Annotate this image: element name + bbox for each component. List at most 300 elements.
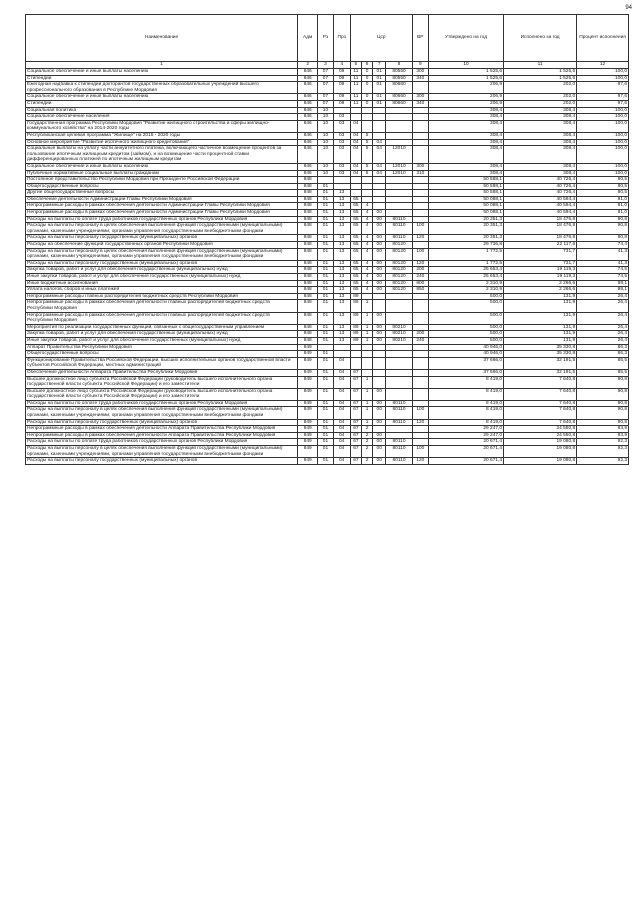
row-cell: 19 080,8 — [504, 446, 577, 458]
row-cell: 89 — [350, 324, 361, 331]
row-cell: 04 — [333, 407, 350, 419]
row-cell — [373, 351, 386, 358]
row-name: Обеспечение деятельности Аппарата Правительства Республики Мордовия — [26, 369, 298, 376]
row-name: Расходы на выплаты персоналу государственных (муниципальных) органов — [26, 260, 298, 267]
header-prz: Прз — [333, 15, 350, 62]
row-cell: 80120 — [386, 274, 412, 281]
row-cell: 848 — [298, 203, 318, 210]
row-cell: 74,5 — [577, 274, 629, 281]
row-cell: 50 088,1 — [428, 210, 503, 217]
row-cell: 80120 — [386, 280, 412, 287]
row-name: Расходы на выплаты персоналу в целях обеспечения выполнения функций государственными (муниципальными) органами, казенными учреждениями, органами управления государственными внебюджетными фондами — [26, 223, 298, 235]
row-cell: 32 191,5 — [504, 369, 577, 376]
row-cell: 67 — [350, 419, 361, 426]
row-cell: 200 — [412, 331, 428, 338]
row-cell: 01 — [318, 287, 333, 294]
row-cell: 11 — [350, 75, 361, 82]
row-cell — [333, 177, 350, 184]
row-cell: 65 — [350, 267, 361, 274]
row-cell: 81,0 — [577, 210, 629, 217]
row-cell: 65 — [350, 203, 361, 210]
row-cell: 18 476,8 — [504, 223, 577, 235]
row-cell: 4 — [361, 203, 372, 210]
row-name: Мероприятия по реализации государственных функций, связанных с общегосударственным управлением — [26, 324, 298, 331]
row-cell: 01 — [318, 223, 333, 235]
row-cell: 80120 — [386, 260, 412, 267]
row-cell: 1 — [361, 324, 372, 331]
row-cell: 67 — [350, 400, 361, 407]
row-cell: 03 — [333, 120, 350, 132]
row-name: Республиканская целевая программа "Жилище" на 2015 - 2020 годы — [26, 132, 298, 139]
row-cell: 131,9 — [504, 331, 577, 338]
row-cell: 846 — [298, 100, 318, 107]
row-cell: 2 266,6 — [504, 280, 577, 287]
table-row — [26, 407, 629, 419]
row-cell: 8 419,0 — [428, 376, 503, 388]
row-cell — [412, 312, 428, 324]
row-cell: 2 — [361, 439, 372, 446]
row-cell: 19 119,3 — [504, 274, 577, 281]
row-cell: 01 — [318, 419, 333, 426]
row-cell: 340 — [412, 100, 428, 107]
row-cell: 308,4 — [428, 163, 503, 170]
row-cell: 131,9 — [504, 312, 577, 324]
row-cell: 848 — [298, 248, 318, 260]
row-cell: 100,0 — [577, 69, 629, 76]
row-cell: 01 — [318, 407, 333, 419]
row-cell: 37 666,0 — [428, 357, 503, 369]
row-cell — [412, 190, 428, 197]
row-cell: 20 351,3 — [428, 223, 503, 235]
row-cell — [412, 439, 428, 446]
row-cell: 00 — [373, 260, 386, 267]
row-cell: 85,5 — [577, 357, 629, 369]
row-cell: 340 — [412, 75, 428, 82]
row-cell — [386, 388, 412, 400]
row-cell: 1 — [361, 419, 372, 426]
row-cell: 500,0 — [428, 300, 503, 312]
row-cell: 09 — [333, 100, 350, 107]
table-row — [26, 351, 629, 358]
row-cell: 1 — [361, 312, 372, 324]
row-cell: 849 — [298, 439, 318, 446]
row-cell — [361, 293, 372, 300]
row-cell: 308,4 — [428, 114, 503, 121]
row-cell: 00 — [373, 388, 386, 400]
row-cell: 848 — [298, 312, 318, 324]
row-cell: 03 — [333, 163, 350, 170]
row-cell — [412, 132, 428, 139]
column-number: 11 — [504, 62, 577, 69]
table-row — [26, 432, 629, 439]
row-cell — [386, 114, 412, 121]
header-approved: Утверждено на год — [428, 15, 503, 62]
row-cell: 00 — [373, 210, 386, 217]
row-cell: 849 — [298, 432, 318, 439]
row-cell — [412, 300, 428, 312]
row-cell: 800 — [412, 280, 428, 287]
row-cell: 849 — [298, 400, 318, 407]
row-cell: 131,9 — [504, 337, 577, 344]
row-cell — [350, 107, 361, 114]
row-cell: 20 671,4 — [428, 439, 503, 446]
table-row — [26, 210, 629, 217]
row-cell: 848 — [298, 324, 318, 331]
table-row — [26, 300, 629, 312]
row-cell: 500,0 — [428, 337, 503, 344]
row-cell: 848 — [298, 260, 318, 267]
column-number: 8 — [386, 62, 412, 69]
row-cell: 50 588,1 — [428, 190, 503, 197]
row-cell: 1 772,5 — [428, 248, 503, 260]
row-cell: 846 — [298, 82, 318, 94]
row-cell: 37 666,0 — [428, 369, 503, 376]
row-cell — [373, 376, 386, 388]
row-cell: 04 — [333, 426, 350, 433]
row-cell: 26,4 — [577, 293, 629, 300]
row-cell: 80110 — [386, 446, 412, 458]
column-number: 6 — [361, 62, 372, 69]
row-cell: 01 — [318, 203, 333, 210]
row-cell: 206,9 — [428, 82, 503, 94]
row-cell: 67 — [350, 458, 361, 465]
row-cell: 80550 — [386, 75, 412, 82]
row-cell: 01 — [318, 388, 333, 400]
row-cell: 100,0 — [577, 114, 629, 121]
row-name: Иные закупки товаров, работ и услуг для обеспечения государственных (муниципальных) нужд — [26, 274, 298, 281]
row-cell: 07 — [318, 100, 333, 107]
row-cell: 04 — [333, 419, 350, 426]
row-cell: 13 — [333, 260, 350, 267]
row-cell — [361, 196, 372, 203]
column-number: 10 — [428, 62, 503, 69]
row-name: Социальные выплаты на уплату части аннуитетного платежа, включающего частичное возмещение процентов за пользование ипотечным жилищным кредитом (займом), и на возмещение части процентной ставки дифференцированных платежей по ипотечным жилищным кредитам — [26, 146, 298, 164]
row-cell: 13 — [333, 216, 350, 223]
row-cell: 01 — [373, 69, 386, 76]
row-cell: 00 — [373, 267, 386, 274]
row-cell: 80210 — [386, 331, 412, 338]
row-cell: 4 — [361, 242, 372, 249]
row-cell: 01 — [318, 439, 333, 446]
row-cell: 4 — [361, 280, 372, 287]
table-row — [26, 120, 629, 132]
row-cell — [412, 82, 428, 94]
row-cell: 8 419,0 — [428, 407, 503, 419]
row-cell: 20 351,3 — [428, 235, 503, 242]
row-cell: 846 — [298, 139, 318, 146]
row-cell — [412, 107, 428, 114]
column-number: 12 — [577, 62, 629, 69]
row-cell: 846 — [298, 146, 318, 164]
row-cell: 03 — [333, 170, 350, 177]
row-cell: 04 — [333, 458, 350, 465]
row-cell: 65 — [350, 210, 361, 217]
row-cell: 01 — [318, 280, 333, 287]
row-cell — [386, 120, 412, 132]
row-cell: 67 — [350, 369, 361, 376]
row-cell: 4 — [361, 223, 372, 235]
table-row — [26, 388, 629, 400]
row-cell: 90,8 — [577, 388, 629, 400]
row-cell: 24 550,8 — [504, 426, 577, 433]
table-row — [26, 170, 629, 177]
header-rz: Рз — [318, 15, 333, 62]
row-cell: 03 — [333, 139, 350, 146]
row-name: Основное мероприятие "Развитие ипотечного жилищного кредитования" — [26, 139, 298, 146]
row-cell: 97,6 — [577, 100, 629, 107]
row-cell: 24 550,8 — [504, 432, 577, 439]
row-cell — [333, 107, 350, 114]
row-cell: 35 330,8 — [504, 351, 577, 358]
row-cell: 00 — [373, 324, 386, 331]
table-row — [26, 357, 629, 369]
row-cell: 846 — [298, 120, 318, 132]
budget-table — [25, 14, 629, 465]
table-row — [26, 287, 629, 294]
row-cell: 25 653,4 — [428, 274, 503, 281]
row-cell: 5 — [361, 163, 372, 170]
row-cell: 29 247,0 — [428, 432, 503, 439]
row-cell: 01 — [318, 312, 333, 324]
row-cell — [350, 114, 361, 121]
row-cell — [386, 376, 412, 388]
row-name: Аппарат Правительства Республики Мордовия — [26, 344, 298, 351]
row-cell: 00 — [373, 274, 386, 281]
row-cell: 2 310,9 — [428, 287, 503, 294]
row-cell: 12010 — [386, 146, 412, 164]
row-cell: 10 — [318, 146, 333, 164]
row-name: Расходы на выплаты по оплате труда работников государственных органов Республики Мордовия — [26, 216, 298, 223]
row-name: Постоянное представительство Республики Мордовия при Президенте Российской Федерации — [26, 177, 298, 184]
row-cell: 5 — [361, 139, 372, 146]
row-cell: 848 — [298, 196, 318, 203]
row-cell: 00 — [373, 400, 386, 407]
row-name: Ежегодная надбавка к стипендии докторантов государственных образовательных учреждений высшего профессионального образования в Республике Мордовия — [26, 82, 298, 94]
row-cell: 00 — [373, 235, 386, 242]
row-cell: 308,4 — [428, 107, 503, 114]
table-row — [26, 82, 629, 94]
row-name: Государственная программа Республики Мордовия "Развитие жилищного строительства и сферы жилищно-коммунального хозяйства" на 2014-2020 годы — [26, 120, 298, 132]
row-name: Социальное обеспечение и иные выплаты населению — [26, 94, 298, 101]
row-cell: 1 525,6 — [428, 75, 503, 82]
row-cell: 65 — [350, 287, 361, 294]
row-cell: 308,4 — [504, 139, 577, 146]
row-cell: 80120 — [386, 287, 412, 294]
row-cell: 50 588,1 — [428, 183, 503, 190]
row-cell: 849 — [298, 419, 318, 426]
row-cell — [350, 351, 361, 358]
row-cell: 01 — [373, 100, 386, 107]
header-name: Наименование — [26, 15, 298, 62]
row-cell: 00 — [373, 287, 386, 294]
table-row — [26, 439, 629, 446]
table-row — [26, 69, 629, 76]
row-cell: 01 — [318, 337, 333, 344]
row-cell: 308,4 — [428, 139, 503, 146]
row-cell: 120 — [412, 458, 428, 465]
row-name: Расходы на выплаты персоналу в целях обеспечения выполнения функций государственными (муниципальными) органами, казенными учреждениями, органами управления государственными внебюджетными фондами — [26, 407, 298, 419]
row-cell: 26,4 — [577, 324, 629, 331]
table-row — [26, 426, 629, 433]
row-cell: 200 — [412, 267, 428, 274]
row-cell: 5 — [361, 146, 372, 164]
row-cell: 26,4 — [577, 331, 629, 338]
row-cell: 846 — [298, 114, 318, 121]
row-cell: 202,0 — [504, 100, 577, 107]
row-cell: 80210 — [386, 337, 412, 344]
row-cell — [386, 344, 412, 351]
row-cell: 8 419,0 — [428, 400, 503, 407]
row-name: Социальная политика — [26, 107, 298, 114]
row-cell — [412, 324, 428, 331]
row-cell: 848 — [298, 216, 318, 223]
row-cell: 13 — [333, 274, 350, 281]
row-cell: 04 — [350, 120, 361, 132]
table-row — [26, 260, 629, 267]
row-cell: 2 310,9 — [428, 280, 503, 287]
table-row — [26, 114, 629, 121]
row-name: Непрограммные расходы в рамках обеспечения деятельности главных распорядителей бюджетных средств Республики Мордовия — [26, 300, 298, 312]
row-cell: 01 — [318, 324, 333, 331]
row-cell: 1 — [361, 337, 372, 344]
column-number: 5 — [350, 62, 361, 69]
row-cell: 7 640,8 — [504, 407, 577, 419]
row-cell: 65 — [350, 242, 361, 249]
row-cell: 90,8 — [577, 235, 629, 242]
row-cell: 100 — [412, 407, 428, 419]
row-cell — [412, 183, 428, 190]
row-cell: 01 — [318, 190, 333, 197]
row-name: Общегосударственные вопросы — [26, 351, 298, 358]
row-cell: 00 — [373, 216, 386, 223]
row-cell: 01 — [318, 267, 333, 274]
row-cell: 80550 — [386, 69, 412, 76]
row-cell: 10 — [318, 132, 333, 139]
table-row — [26, 223, 629, 235]
row-cell: 7 640,8 — [504, 400, 577, 407]
row-cell: 50 088,1 — [428, 196, 503, 203]
row-cell — [386, 300, 412, 312]
row-cell: 100,0 — [577, 120, 629, 132]
row-name: Социальное обеспечение и иные выплаты населению — [26, 163, 298, 170]
row-cell — [412, 120, 428, 132]
row-cell: 500,0 — [428, 331, 503, 338]
row-name: Другие общегосударственные вопросы — [26, 190, 298, 197]
row-cell: 13 — [333, 223, 350, 235]
row-name: Непрограммные расходы в рамках обеспечения деятельности Аппарата Правительства Республики Мордовия — [26, 426, 298, 433]
row-cell — [386, 369, 412, 376]
row-cell — [373, 357, 386, 369]
row-cell: 01 — [318, 331, 333, 338]
row-cell: 90,8 — [577, 400, 629, 407]
row-cell: 22 117,6 — [504, 242, 577, 249]
row-cell — [412, 293, 428, 300]
row-cell: 731,7 — [504, 260, 577, 267]
row-cell: 01 — [318, 293, 333, 300]
row-cell: 846 — [298, 75, 318, 82]
row-cell: 849 — [298, 376, 318, 388]
row-cell: 80110 — [386, 235, 412, 242]
row-cell: 11 — [350, 100, 361, 107]
row-cell — [386, 139, 412, 146]
row-cell: 300 — [412, 163, 428, 170]
row-cell: 07 — [318, 69, 333, 76]
row-cell — [386, 177, 412, 184]
row-cell: 80110 — [386, 407, 412, 419]
row-cell — [373, 426, 386, 433]
row-cell: 90,8 — [577, 407, 629, 419]
row-name: Закупка товаров, работ и услуг для обеспечения государственных (муниципальных) нужд — [26, 331, 298, 338]
row-cell — [373, 196, 386, 203]
row-cell — [386, 107, 412, 114]
row-cell: 29 247,0 — [428, 426, 503, 433]
row-cell: 848 — [298, 183, 318, 190]
row-cell: 0 — [361, 69, 372, 76]
row-cell: 03 — [333, 132, 350, 139]
table-row — [26, 324, 629, 331]
row-cell: 849 — [298, 351, 318, 358]
row-cell: 848 — [298, 235, 318, 242]
row-cell: 80120 — [386, 242, 412, 249]
row-cell: 100 — [412, 248, 428, 260]
row-cell: 846 — [298, 132, 318, 139]
row-cell: 12010 — [386, 170, 412, 177]
row-cell: 01 — [318, 369, 333, 376]
row-cell: 500,0 — [428, 312, 503, 324]
row-cell: 03 — [333, 114, 350, 121]
row-cell: 0 — [361, 75, 372, 82]
page-number: 94 — [625, 5, 632, 11]
row-cell: 01 — [318, 458, 333, 465]
row-cell: 100,0 — [577, 146, 629, 164]
row-cell: 848 — [298, 287, 318, 294]
row-cell: 01 — [318, 426, 333, 433]
row-cell: 13 — [333, 287, 350, 294]
column-number: 1 — [26, 62, 298, 69]
row-cell: 12010 — [386, 163, 412, 170]
row-cell: 40 594,4 — [504, 210, 577, 217]
row-cell: 89 — [350, 312, 361, 324]
row-cell: 00 — [373, 223, 386, 235]
table-row — [26, 344, 629, 351]
row-cell: 13 — [333, 196, 350, 203]
table-row — [26, 274, 629, 281]
row-cell: 01 — [318, 183, 333, 190]
row-cell: 100,0 — [577, 107, 629, 114]
row-name: Расходы на выплаты персоналу государственных (муниципальных) органов — [26, 458, 298, 465]
row-cell: 731,7 — [504, 248, 577, 260]
row-name: Расходы на выплаты персоналу в целях обеспечения выполнения функций государственными (муниципальными) органами, казенными учреждениями, органами управления государственными внебюджетными фондами — [26, 248, 298, 260]
row-cell: 97,6 — [577, 94, 629, 101]
row-cell: 849 — [298, 407, 318, 419]
row-cell: 07 — [318, 75, 333, 82]
row-cell: 1 — [361, 407, 372, 419]
row-cell: 90,8 — [577, 223, 629, 235]
table-row — [26, 183, 629, 190]
row-cell: 01 — [318, 216, 333, 223]
row-name: Закупка товаров, работ и услуг для обеспечения государственных (муниципальных) нужд — [26, 267, 298, 274]
row-cell: 848 — [298, 293, 318, 300]
row-cell: 100 — [412, 223, 428, 235]
row-cell: 40 946,0 — [428, 351, 503, 358]
row-cell: 00 — [373, 439, 386, 446]
column-number: 3 — [318, 62, 333, 69]
row-cell: 240 — [412, 337, 428, 344]
row-cell: 500,0 — [428, 293, 503, 300]
row-cell — [386, 432, 412, 439]
row-cell — [373, 369, 386, 376]
header-adm: Адм — [298, 15, 318, 62]
